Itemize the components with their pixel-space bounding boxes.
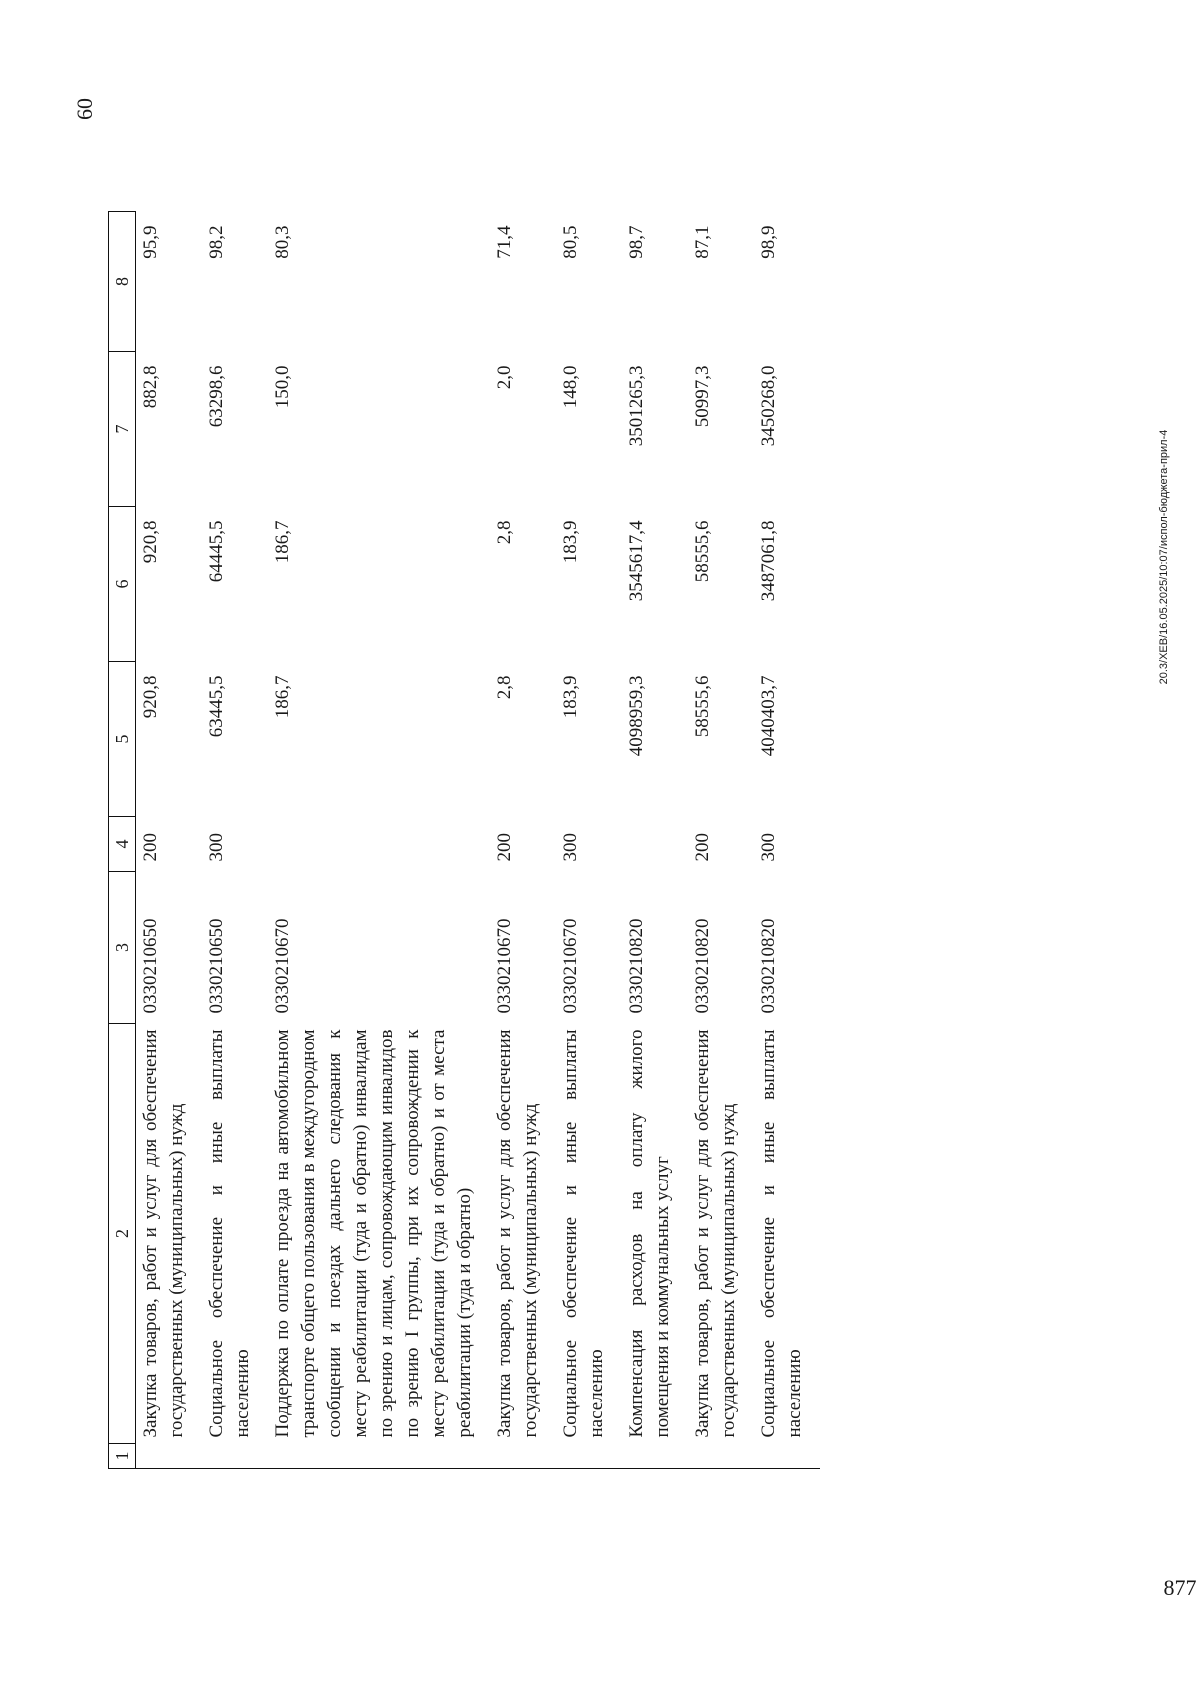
cell-c8: 80,5 xyxy=(560,225,581,259)
cell-code: 0330210650 xyxy=(206,918,227,1014)
cell-c5: 4098959,3 xyxy=(626,675,647,757)
cell-c8: 98,2 xyxy=(206,225,227,259)
cell-index xyxy=(202,1444,268,1469)
cell-c8: 98,7 xyxy=(626,225,647,259)
cell-c5: 4040403,7 xyxy=(758,675,779,757)
cell-type: 200 xyxy=(140,833,161,862)
column-header: 2 xyxy=(109,1024,136,1444)
cell-index xyxy=(622,1444,688,1469)
cell-code: 0330210650 xyxy=(140,918,161,1014)
column-header: 7 xyxy=(109,352,136,507)
cell-c6: 64445,5 xyxy=(206,520,227,583)
table-row xyxy=(556,212,622,1469)
cell-desc: Социальное обеспечение и иные выплаты населению xyxy=(206,1029,253,1438)
cell-c8: 87,1 xyxy=(692,225,713,259)
table-row xyxy=(490,212,556,1469)
cell-c5: 58555,6 xyxy=(692,675,713,738)
cell-desc: Социальное обеспечение и иные выплаты населению xyxy=(758,1029,805,1438)
cell-c7: 2,0 xyxy=(494,365,515,390)
cell-code: 0330210670 xyxy=(560,918,581,1014)
table-row xyxy=(688,212,754,1469)
cell-c6: 58555,6 xyxy=(692,520,713,583)
cell-c7: 3450268,0 xyxy=(758,365,779,447)
table-row xyxy=(202,212,268,1469)
column-header: 5 xyxy=(109,662,136,817)
footer-reference: 20.3/ХЕВ/16.05.2025/10:07/испол-бюджета-прил-4 xyxy=(1158,429,1170,685)
table-row xyxy=(754,212,820,1469)
cell-index xyxy=(688,1444,754,1469)
cell-type: 200 xyxy=(692,833,713,862)
page-number: 60 xyxy=(72,98,97,120)
cell-c7: 63298,6 xyxy=(206,365,227,428)
column-header: 1 xyxy=(109,1444,136,1469)
cell-desc: Социальное обеспечение и иные выплаты населению xyxy=(560,1029,607,1438)
cell-type xyxy=(622,817,688,872)
cell-c7: 882,8 xyxy=(140,365,161,409)
cell-desc: Поддержка по оплате проезда на автомобильном транспорте общего пользования в междугородном сообщении и поездах дальнего следования к месту реабилитации (туда и обратно) инвалидам по зрению и лицам, сопровождающим инвалидов по зрению I группы, при их сопровождении к месту реабилитации (туда и обратно) и от места реабилитации (туда и обратно) xyxy=(272,1029,475,1438)
budget-table xyxy=(108,212,878,1469)
cell-c7: 3501265,3 xyxy=(626,365,647,447)
cell-c7: 148,0 xyxy=(560,365,581,409)
cell-c8: 71,4 xyxy=(494,225,515,259)
cell-c5: 2,8 xyxy=(494,675,515,700)
cell-c6: 186,7 xyxy=(272,520,293,564)
cell-c5: 186,7 xyxy=(272,675,293,719)
cell-desc: Закупка товаров, работ и услуг для обеспечения государственных (муниципальных) нужд xyxy=(494,1029,541,1438)
cell-type: 300 xyxy=(560,833,581,862)
cell-c6: 3545617,4 xyxy=(626,520,647,602)
cell-c6: 920,8 xyxy=(140,520,161,564)
cell-desc: Компенсация расходов на оплату жилого помещения и коммунальных услуг xyxy=(626,1029,673,1438)
column-header: 3 xyxy=(109,872,136,1024)
cell-code: 0330210670 xyxy=(272,918,293,1014)
cell-index xyxy=(556,1444,622,1469)
cell-c6: 3487061,8 xyxy=(758,520,779,602)
cell-c8: 95,9 xyxy=(140,225,161,259)
cell-c7: 150,0 xyxy=(272,365,293,409)
cell-c5: 920,8 xyxy=(140,675,161,719)
cell-code: 0330210820 xyxy=(626,918,647,1014)
cell-c5: 63445,5 xyxy=(206,675,227,738)
cell-index xyxy=(136,1444,203,1469)
cell-index xyxy=(268,1444,490,1469)
table-row xyxy=(268,212,490,1469)
table-row xyxy=(622,212,688,1469)
table-row xyxy=(136,212,203,1469)
cell-index xyxy=(490,1444,556,1469)
column-header: 8 xyxy=(109,212,136,352)
sheet-number: 877 xyxy=(1163,1575,1197,1600)
column-header: 6 xyxy=(109,507,136,662)
cell-type xyxy=(268,817,490,872)
cell-code: 0330210670 xyxy=(494,918,515,1014)
cell-type: 200 xyxy=(494,833,515,862)
cell-desc: Закупка товаров, работ и услуг для обеспечения государственных (муниципальных) нужд xyxy=(140,1029,187,1438)
cell-type: 300 xyxy=(758,833,779,862)
cell-c5: 183,9 xyxy=(560,675,581,719)
column-header: 4 xyxy=(109,817,136,872)
cell-code: 0330210820 xyxy=(692,918,713,1014)
cell-code: 0330210820 xyxy=(758,918,779,1014)
cell-c7: 50997,3 xyxy=(692,365,713,428)
cell-c6: 183,9 xyxy=(560,520,581,564)
cell-c6: 2,8 xyxy=(494,520,515,545)
column-number-row xyxy=(109,212,136,1469)
cell-c8: 80,3 xyxy=(272,225,293,259)
cell-index xyxy=(754,1444,820,1469)
cell-c8: 98,9 xyxy=(758,225,779,259)
cell-type: 300 xyxy=(206,833,227,862)
cell-desc: Закупка товаров, работ и услуг для обеспечения государственных (муниципальных) нужд xyxy=(692,1029,739,1438)
